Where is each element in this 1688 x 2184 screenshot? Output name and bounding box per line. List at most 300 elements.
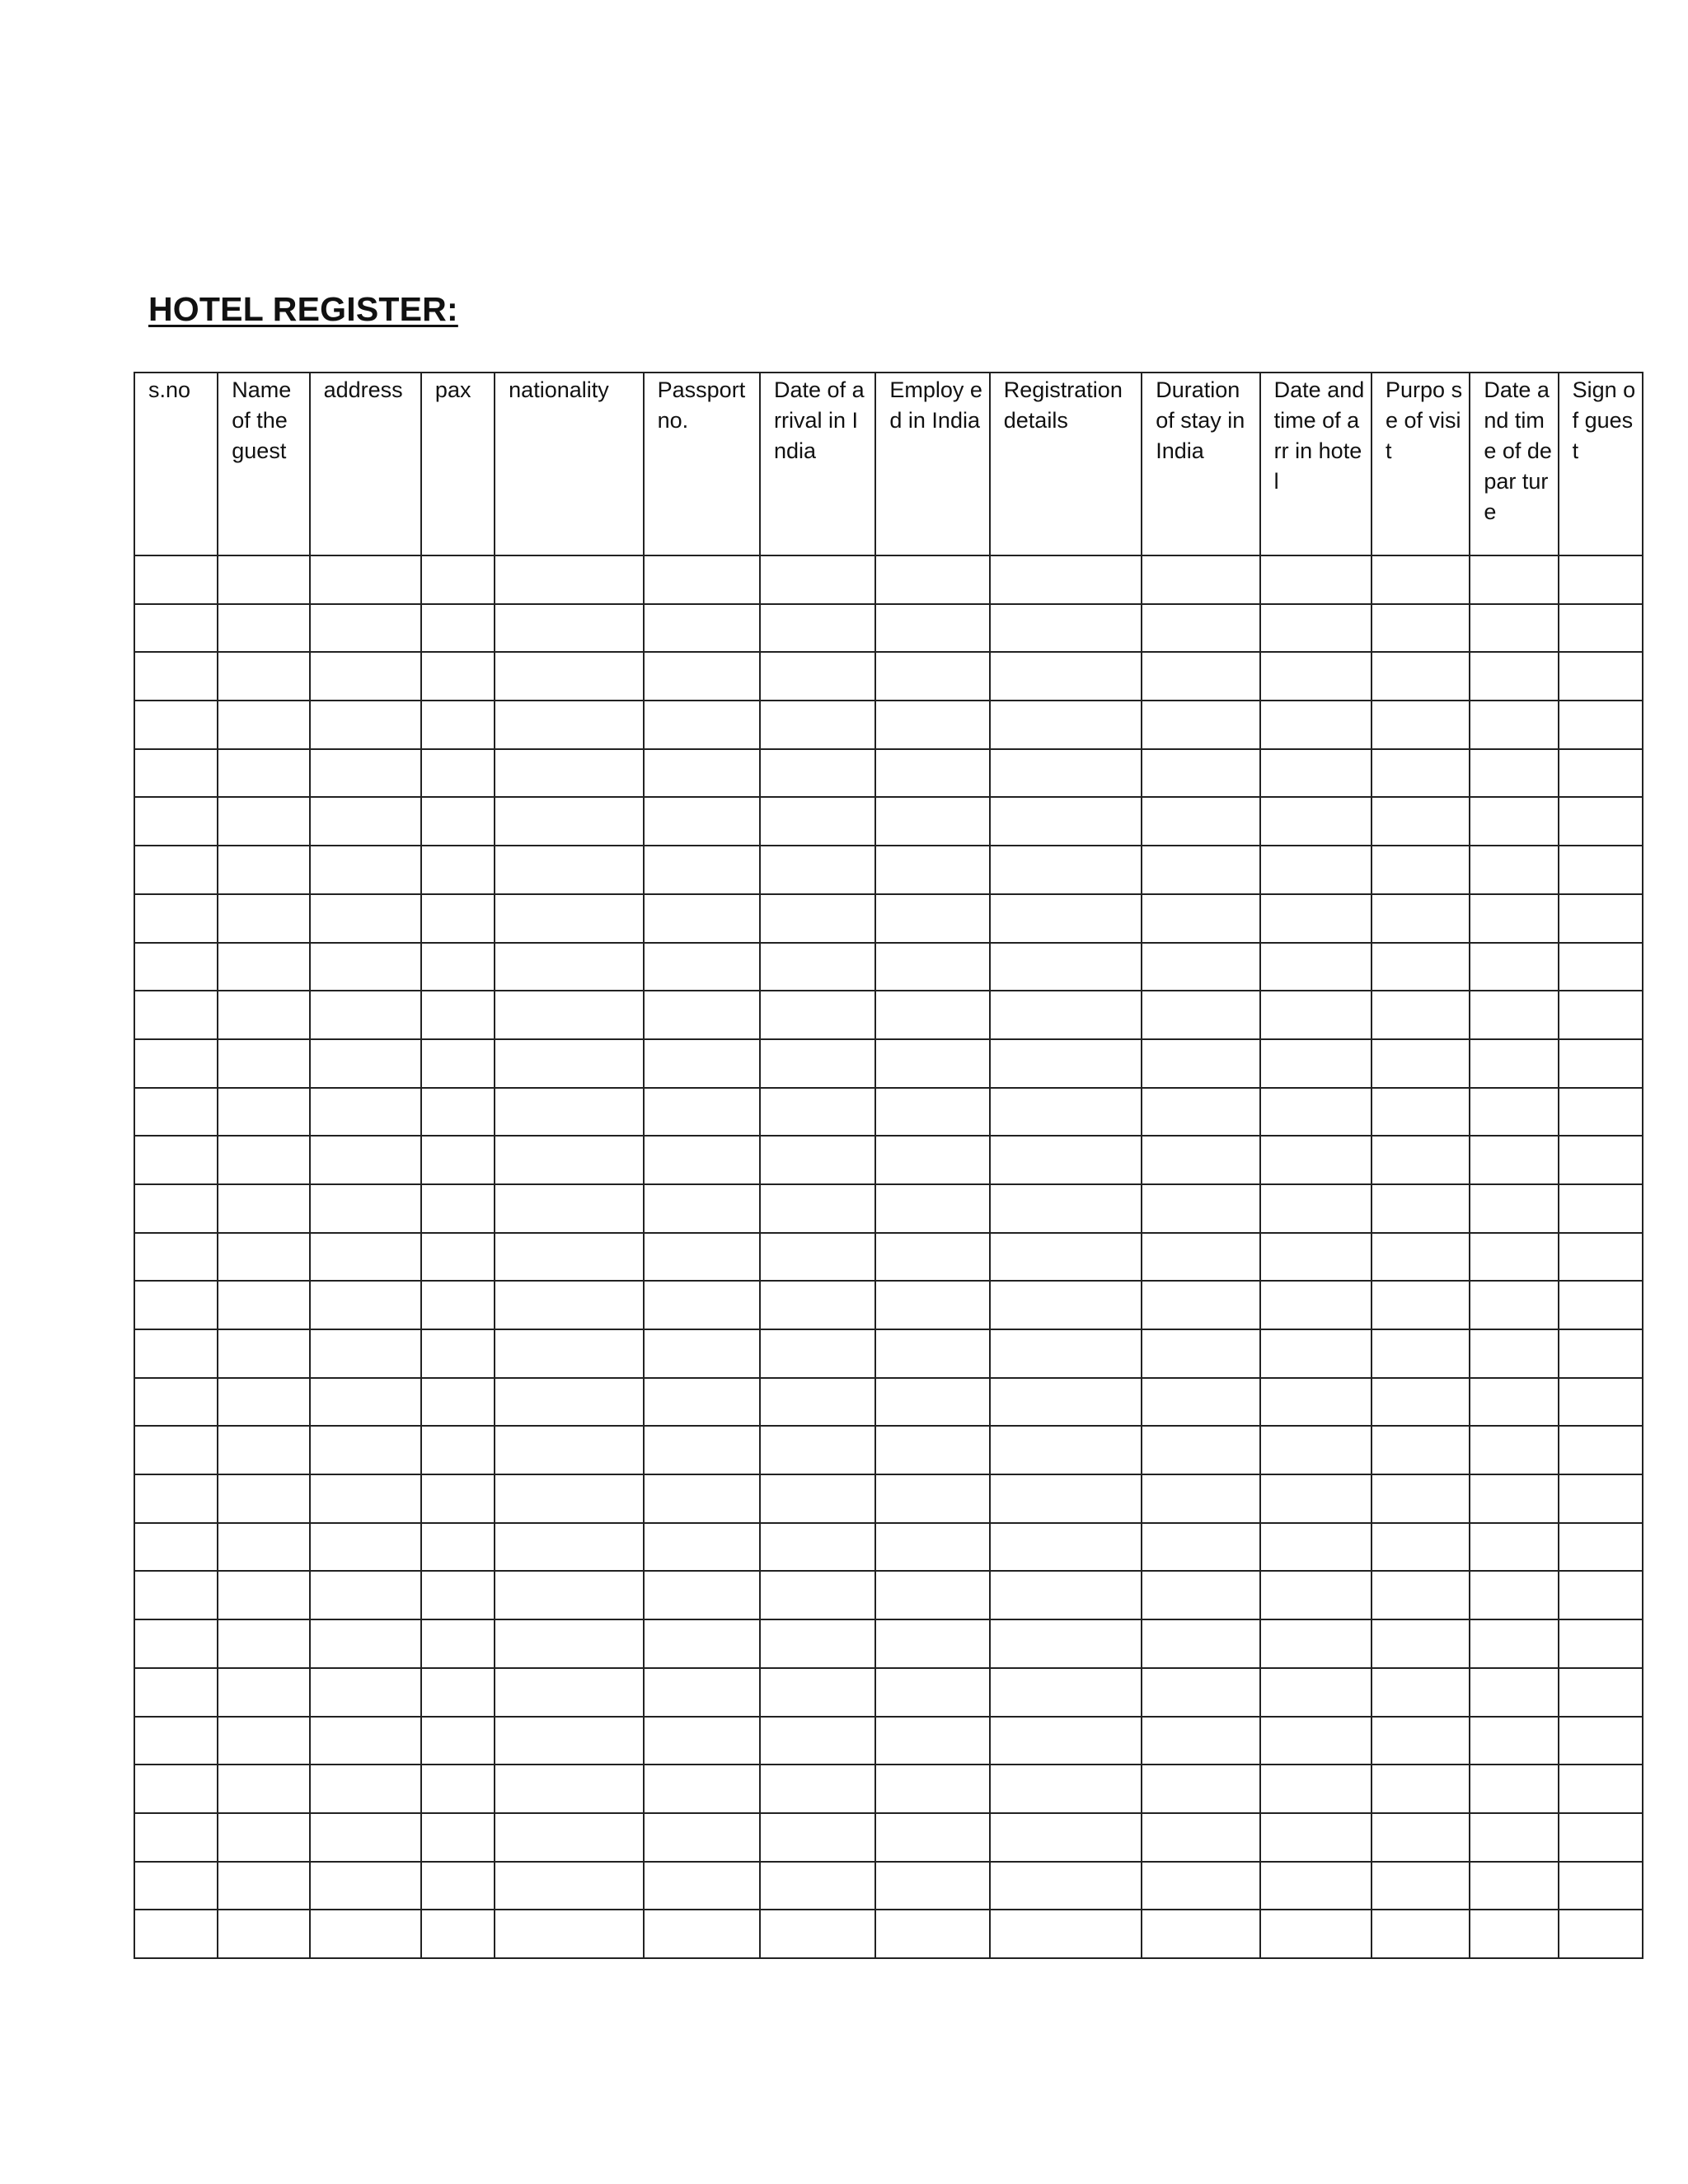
table-cell[interactable] (1142, 1717, 1259, 1765)
table-cell[interactable] (644, 943, 760, 991)
table-cell[interactable] (310, 943, 421, 991)
table-cell[interactable] (1470, 652, 1558, 701)
table-cell[interactable] (875, 555, 989, 604)
table-cell[interactable] (990, 797, 1142, 846)
table-cell[interactable] (760, 1088, 875, 1137)
table-cell[interactable] (134, 604, 218, 653)
table-cell[interactable] (760, 604, 875, 653)
table-cell[interactable] (134, 1088, 218, 1137)
table-cell[interactable] (1559, 1765, 1643, 1813)
table-cell[interactable] (875, 749, 989, 798)
table-cell[interactable] (1372, 1862, 1470, 1910)
table-cell[interactable] (644, 1474, 760, 1523)
table-cell[interactable] (990, 1136, 1142, 1184)
table-cell[interactable] (644, 1619, 760, 1668)
table-cell[interactable] (875, 1329, 989, 1378)
table-cell[interactable] (760, 894, 875, 943)
table-cell[interactable] (1470, 1571, 1558, 1619)
table-cell[interactable] (134, 1184, 218, 1233)
table-cell[interactable] (990, 1862, 1142, 1910)
table-cell[interactable] (1470, 555, 1558, 604)
table-cell[interactable] (218, 652, 309, 701)
table-cell[interactable] (760, 1474, 875, 1523)
table-cell[interactable] (421, 1136, 495, 1184)
table-cell[interactable] (644, 894, 760, 943)
table-cell[interactable] (1470, 1523, 1558, 1572)
table-cell[interactable] (218, 1233, 309, 1282)
table-cell[interactable] (218, 1426, 309, 1474)
table-cell[interactable] (421, 1765, 495, 1813)
table-cell[interactable] (310, 555, 421, 604)
table-cell[interactable] (1559, 894, 1643, 943)
table-cell[interactable] (218, 1717, 309, 1765)
table-cell[interactable] (1260, 604, 1372, 653)
table-cell[interactable] (310, 749, 421, 798)
table-cell[interactable] (310, 604, 421, 653)
table-cell[interactable] (1470, 1039, 1558, 1088)
table-cell[interactable] (875, 652, 989, 701)
table-cell[interactable] (1559, 1523, 1643, 1572)
table-cell[interactable] (218, 1765, 309, 1813)
table-cell[interactable] (421, 1717, 495, 1765)
table-cell[interactable] (495, 555, 643, 604)
table-cell[interactable] (1260, 1378, 1372, 1427)
table-cell[interactable] (218, 797, 309, 846)
table-cell[interactable] (134, 1136, 218, 1184)
table-cell[interactable] (644, 749, 760, 798)
table-cell[interactable] (1470, 1619, 1558, 1668)
table-cell[interactable] (310, 1281, 421, 1329)
table-cell[interactable] (495, 1717, 643, 1765)
table-cell[interactable] (1372, 1910, 1470, 1958)
table-cell[interactable] (1559, 701, 1643, 749)
table-cell[interactable] (990, 1184, 1142, 1233)
table-cell[interactable] (875, 1765, 989, 1813)
table-cell[interactable] (875, 1862, 989, 1910)
table-cell[interactable] (1260, 1136, 1372, 1184)
table-cell[interactable] (644, 1813, 760, 1862)
table-cell[interactable] (1470, 1136, 1558, 1184)
table-cell[interactable] (134, 846, 218, 894)
table-cell[interactable] (875, 894, 989, 943)
table-cell[interactable] (1559, 1329, 1643, 1378)
table-cell[interactable] (134, 1426, 218, 1474)
table-cell[interactable] (310, 1426, 421, 1474)
table-cell[interactable] (644, 604, 760, 653)
table-cell[interactable] (1260, 846, 1372, 894)
table-cell[interactable] (218, 1136, 309, 1184)
table-cell[interactable] (875, 1571, 989, 1619)
table-cell[interactable] (1559, 797, 1643, 846)
table-cell[interactable] (990, 894, 1142, 943)
table-cell[interactable] (1372, 1184, 1470, 1233)
table-cell[interactable] (875, 943, 989, 991)
table-cell[interactable] (760, 1571, 875, 1619)
table-cell[interactable] (875, 846, 989, 894)
table-cell[interactable] (218, 1184, 309, 1233)
table-cell[interactable] (644, 1668, 760, 1717)
table-cell[interactable] (1260, 1039, 1372, 1088)
table-cell[interactable] (310, 894, 421, 943)
table-cell[interactable] (1559, 1039, 1643, 1088)
table-cell[interactable] (1260, 1233, 1372, 1282)
table-cell[interactable] (134, 1281, 218, 1329)
table-cell[interactable] (1372, 701, 1470, 749)
table-cell[interactable] (1559, 1426, 1643, 1474)
table-cell[interactable] (1142, 1668, 1259, 1717)
table-cell[interactable] (421, 1378, 495, 1427)
table-cell[interactable] (1470, 1329, 1558, 1378)
table-cell[interactable] (1559, 749, 1643, 798)
table-cell[interactable] (421, 1910, 495, 1958)
table-cell[interactable] (1372, 894, 1470, 943)
table-cell[interactable] (644, 1717, 760, 1765)
table-cell[interactable] (218, 1039, 309, 1088)
table-cell[interactable] (990, 1426, 1142, 1474)
table-cell[interactable] (760, 943, 875, 991)
table-cell[interactable] (218, 1619, 309, 1668)
table-cell[interactable] (990, 1571, 1142, 1619)
table-cell[interactable] (1260, 1910, 1372, 1958)
table-cell[interactable] (644, 1184, 760, 1233)
table-cell[interactable] (310, 1136, 421, 1184)
table-cell[interactable] (134, 1813, 218, 1862)
table-cell[interactable] (495, 1233, 643, 1282)
table-cell[interactable] (875, 1619, 989, 1668)
table-cell[interactable] (1470, 1668, 1558, 1717)
table-cell[interactable] (644, 1281, 760, 1329)
table-cell[interactable] (1372, 1668, 1470, 1717)
table-cell[interactable] (1142, 1378, 1259, 1427)
table-cell[interactable] (310, 797, 421, 846)
table-cell[interactable] (495, 1329, 643, 1378)
table-cell[interactable] (990, 1474, 1142, 1523)
table-cell[interactable] (1470, 894, 1558, 943)
table-cell[interactable] (760, 1426, 875, 1474)
table-cell[interactable] (990, 652, 1142, 701)
table-cell[interactable] (495, 701, 643, 749)
table-cell[interactable] (1372, 797, 1470, 846)
table-cell[interactable] (1559, 1474, 1643, 1523)
table-cell[interactable] (134, 1668, 218, 1717)
table-cell[interactable] (644, 1765, 760, 1813)
table-cell[interactable] (1142, 1571, 1259, 1619)
table-cell[interactable] (495, 1088, 643, 1137)
table-cell[interactable] (421, 943, 495, 991)
table-cell[interactable] (1142, 652, 1259, 701)
table-cell[interactable] (134, 1039, 218, 1088)
table-cell[interactable] (875, 1281, 989, 1329)
table-cell[interactable] (1372, 749, 1470, 798)
table-cell[interactable] (495, 604, 643, 653)
table-cell[interactable] (134, 943, 218, 991)
table-cell[interactable] (875, 1523, 989, 1572)
table-cell[interactable] (495, 1813, 643, 1862)
table-cell[interactable] (760, 1523, 875, 1572)
table-cell[interactable] (644, 797, 760, 846)
table-cell[interactable] (990, 1813, 1142, 1862)
table-cell[interactable] (1142, 604, 1259, 653)
table-cell[interactable] (760, 1910, 875, 1958)
table-cell[interactable] (760, 1329, 875, 1378)
table-cell[interactable] (1559, 652, 1643, 701)
table-cell[interactable] (310, 1717, 421, 1765)
table-cell[interactable] (1470, 1426, 1558, 1474)
table-cell[interactable] (760, 797, 875, 846)
table-cell[interactable] (875, 1813, 989, 1862)
table-cell[interactable] (990, 991, 1142, 1039)
table-cell[interactable] (1372, 652, 1470, 701)
table-cell[interactable] (310, 1668, 421, 1717)
table-cell[interactable] (134, 1717, 218, 1765)
table-cell[interactable] (218, 1474, 309, 1523)
table-cell[interactable] (1470, 1184, 1558, 1233)
table-cell[interactable] (134, 701, 218, 749)
table-cell[interactable] (310, 1039, 421, 1088)
table-cell[interactable] (760, 1184, 875, 1233)
table-cell[interactable] (1142, 1862, 1259, 1910)
table-cell[interactable] (421, 1619, 495, 1668)
table-cell[interactable] (1260, 1862, 1372, 1910)
table-cell[interactable] (218, 701, 309, 749)
table-cell[interactable] (421, 604, 495, 653)
table-cell[interactable] (990, 1378, 1142, 1427)
table-cell[interactable] (310, 1329, 421, 1378)
table-cell[interactable] (1470, 1378, 1558, 1427)
table-cell[interactable] (875, 1910, 989, 1958)
table-cell[interactable] (990, 1088, 1142, 1137)
table-cell[interactable] (218, 943, 309, 991)
table-cell[interactable] (1372, 1039, 1470, 1088)
table-cell[interactable] (218, 1523, 309, 1572)
table-cell[interactable] (1559, 1571, 1643, 1619)
table-cell[interactable] (644, 1378, 760, 1427)
table-cell[interactable] (421, 1571, 495, 1619)
table-cell[interactable] (1372, 1619, 1470, 1668)
table-cell[interactable] (644, 1088, 760, 1137)
table-cell[interactable] (421, 1233, 495, 1282)
table-cell[interactable] (1559, 943, 1643, 991)
table-cell[interactable] (495, 1910, 643, 1958)
table-cell[interactable] (875, 1136, 989, 1184)
table-cell[interactable] (990, 1910, 1142, 1958)
table-cell[interactable] (218, 991, 309, 1039)
table-cell[interactable] (421, 1668, 495, 1717)
table-cell[interactable] (1559, 1233, 1643, 1282)
table-cell[interactable] (421, 1039, 495, 1088)
table-cell[interactable] (134, 1571, 218, 1619)
table-cell[interactable] (990, 1233, 1142, 1282)
table-cell[interactable] (760, 1136, 875, 1184)
table-cell[interactable] (1260, 1329, 1372, 1378)
table-cell[interactable] (1372, 991, 1470, 1039)
table-cell[interactable] (1372, 1571, 1470, 1619)
table-cell[interactable] (644, 1039, 760, 1088)
table-cell[interactable] (310, 1184, 421, 1233)
table-cell[interactable] (495, 1619, 643, 1668)
table-cell[interactable] (495, 652, 643, 701)
table-cell[interactable] (134, 555, 218, 604)
table-cell[interactable] (1142, 749, 1259, 798)
table-cell[interactable] (990, 701, 1142, 749)
table-cell[interactable] (1559, 1088, 1643, 1137)
table-cell[interactable] (1470, 1281, 1558, 1329)
table-cell[interactable] (310, 1813, 421, 1862)
table-cell[interactable] (1142, 1039, 1259, 1088)
table-cell[interactable] (1260, 1571, 1372, 1619)
table-cell[interactable] (421, 1426, 495, 1474)
table-cell[interactable] (644, 1233, 760, 1282)
table-cell[interactable] (495, 1765, 643, 1813)
table-cell[interactable] (760, 1668, 875, 1717)
table-cell[interactable] (1372, 943, 1470, 991)
table-cell[interactable] (1372, 1329, 1470, 1378)
table-cell[interactable] (1142, 1184, 1259, 1233)
table-cell[interactable] (1260, 1088, 1372, 1137)
table-cell[interactable] (1142, 1426, 1259, 1474)
table-cell[interactable] (134, 1233, 218, 1282)
table-cell[interactable] (218, 1571, 309, 1619)
table-cell[interactable] (1559, 1281, 1643, 1329)
table-cell[interactable] (760, 652, 875, 701)
table-cell[interactable] (134, 1523, 218, 1572)
table-cell[interactable] (1470, 797, 1558, 846)
table-cell[interactable] (1470, 846, 1558, 894)
table-cell[interactable] (134, 652, 218, 701)
table-cell[interactable] (1559, 846, 1643, 894)
table-cell[interactable] (310, 1523, 421, 1572)
table-cell[interactable] (760, 1619, 875, 1668)
table-cell[interactable] (1559, 1813, 1643, 1862)
table-cell[interactable] (134, 749, 218, 798)
table-cell[interactable] (495, 1668, 643, 1717)
table-cell[interactable] (990, 1329, 1142, 1378)
table-cell[interactable] (1260, 1523, 1372, 1572)
table-cell[interactable] (134, 1765, 218, 1813)
table-cell[interactable] (760, 1717, 875, 1765)
table-cell[interactable] (495, 894, 643, 943)
table-cell[interactable] (875, 1233, 989, 1282)
table-cell[interactable] (1260, 1184, 1372, 1233)
table-cell[interactable] (421, 1813, 495, 1862)
table-cell[interactable] (1559, 1378, 1643, 1427)
table-cell[interactable] (1260, 1717, 1372, 1765)
table-cell[interactable] (495, 1039, 643, 1088)
table-cell[interactable] (1372, 1233, 1470, 1282)
table-cell[interactable] (421, 1281, 495, 1329)
table-cell[interactable] (134, 1329, 218, 1378)
table-cell[interactable] (134, 1910, 218, 1958)
table-cell[interactable] (1470, 1717, 1558, 1765)
table-cell[interactable] (760, 846, 875, 894)
table-cell[interactable] (218, 749, 309, 798)
table-cell[interactable] (421, 797, 495, 846)
table-cell[interactable] (760, 1233, 875, 1282)
table-cell[interactable] (421, 1862, 495, 1910)
table-cell[interactable] (495, 1571, 643, 1619)
table-cell[interactable] (218, 604, 309, 653)
table-cell[interactable] (760, 1765, 875, 1813)
table-cell[interactable] (760, 1862, 875, 1910)
table-cell[interactable] (218, 894, 309, 943)
table-cell[interactable] (990, 1039, 1142, 1088)
table-cell[interactable] (1470, 1910, 1558, 1958)
table-cell[interactable] (1142, 701, 1259, 749)
table-cell[interactable] (1470, 1813, 1558, 1862)
table-cell[interactable] (1142, 943, 1259, 991)
table-cell[interactable] (760, 1281, 875, 1329)
table-cell[interactable] (644, 1136, 760, 1184)
table-cell[interactable] (1260, 749, 1372, 798)
table-cell[interactable] (218, 1378, 309, 1427)
table-cell[interactable] (310, 1619, 421, 1668)
table-cell[interactable] (1142, 1233, 1259, 1282)
table-cell[interactable] (990, 1619, 1142, 1668)
table-cell[interactable] (644, 1523, 760, 1572)
table-cell[interactable] (875, 991, 989, 1039)
table-cell[interactable] (218, 1281, 309, 1329)
table-cell[interactable] (310, 991, 421, 1039)
table-cell[interactable] (1142, 1474, 1259, 1523)
table-cell[interactable] (875, 1668, 989, 1717)
table-cell[interactable] (495, 1281, 643, 1329)
table-cell[interactable] (134, 1862, 218, 1910)
table-cell[interactable] (310, 1088, 421, 1137)
table-cell[interactable] (495, 797, 643, 846)
table-cell[interactable] (644, 846, 760, 894)
table-cell[interactable] (1260, 1426, 1372, 1474)
table-cell[interactable] (218, 1910, 309, 1958)
table-cell[interactable] (1142, 1619, 1259, 1668)
table-cell[interactable] (1559, 1910, 1643, 1958)
table-cell[interactable] (875, 1717, 989, 1765)
table-cell[interactable] (1372, 1717, 1470, 1765)
table-cell[interactable] (990, 943, 1142, 991)
table-cell[interactable] (1559, 1717, 1643, 1765)
table-cell[interactable] (1470, 1474, 1558, 1523)
table-cell[interactable] (218, 846, 309, 894)
table-cell[interactable] (421, 701, 495, 749)
table-cell[interactable] (1559, 1619, 1643, 1668)
table-cell[interactable] (310, 1862, 421, 1910)
table-cell[interactable] (644, 1910, 760, 1958)
table-cell[interactable] (495, 1862, 643, 1910)
table-cell[interactable] (310, 1474, 421, 1523)
table-cell[interactable] (875, 1378, 989, 1427)
table-cell[interactable] (310, 1378, 421, 1427)
table-cell[interactable] (134, 991, 218, 1039)
table-cell[interactable] (1142, 1136, 1259, 1184)
table-cell[interactable] (875, 797, 989, 846)
table-cell[interactable] (644, 701, 760, 749)
table-cell[interactable] (875, 1184, 989, 1233)
table-cell[interactable] (875, 1039, 989, 1088)
table-cell[interactable] (1142, 1523, 1259, 1572)
table-cell[interactable] (875, 1474, 989, 1523)
table-cell[interactable] (218, 1329, 309, 1378)
table-cell[interactable] (1260, 1765, 1372, 1813)
table-cell[interactable] (218, 1813, 309, 1862)
table-cell[interactable] (310, 1910, 421, 1958)
table-cell[interactable] (1260, 991, 1372, 1039)
table-cell[interactable] (644, 1571, 760, 1619)
table-cell[interactable] (1559, 991, 1643, 1039)
table-cell[interactable] (421, 846, 495, 894)
table-cell[interactable] (990, 1523, 1142, 1572)
table-cell[interactable] (495, 1136, 643, 1184)
table-cell[interactable] (1470, 701, 1558, 749)
table-cell[interactable] (421, 991, 495, 1039)
